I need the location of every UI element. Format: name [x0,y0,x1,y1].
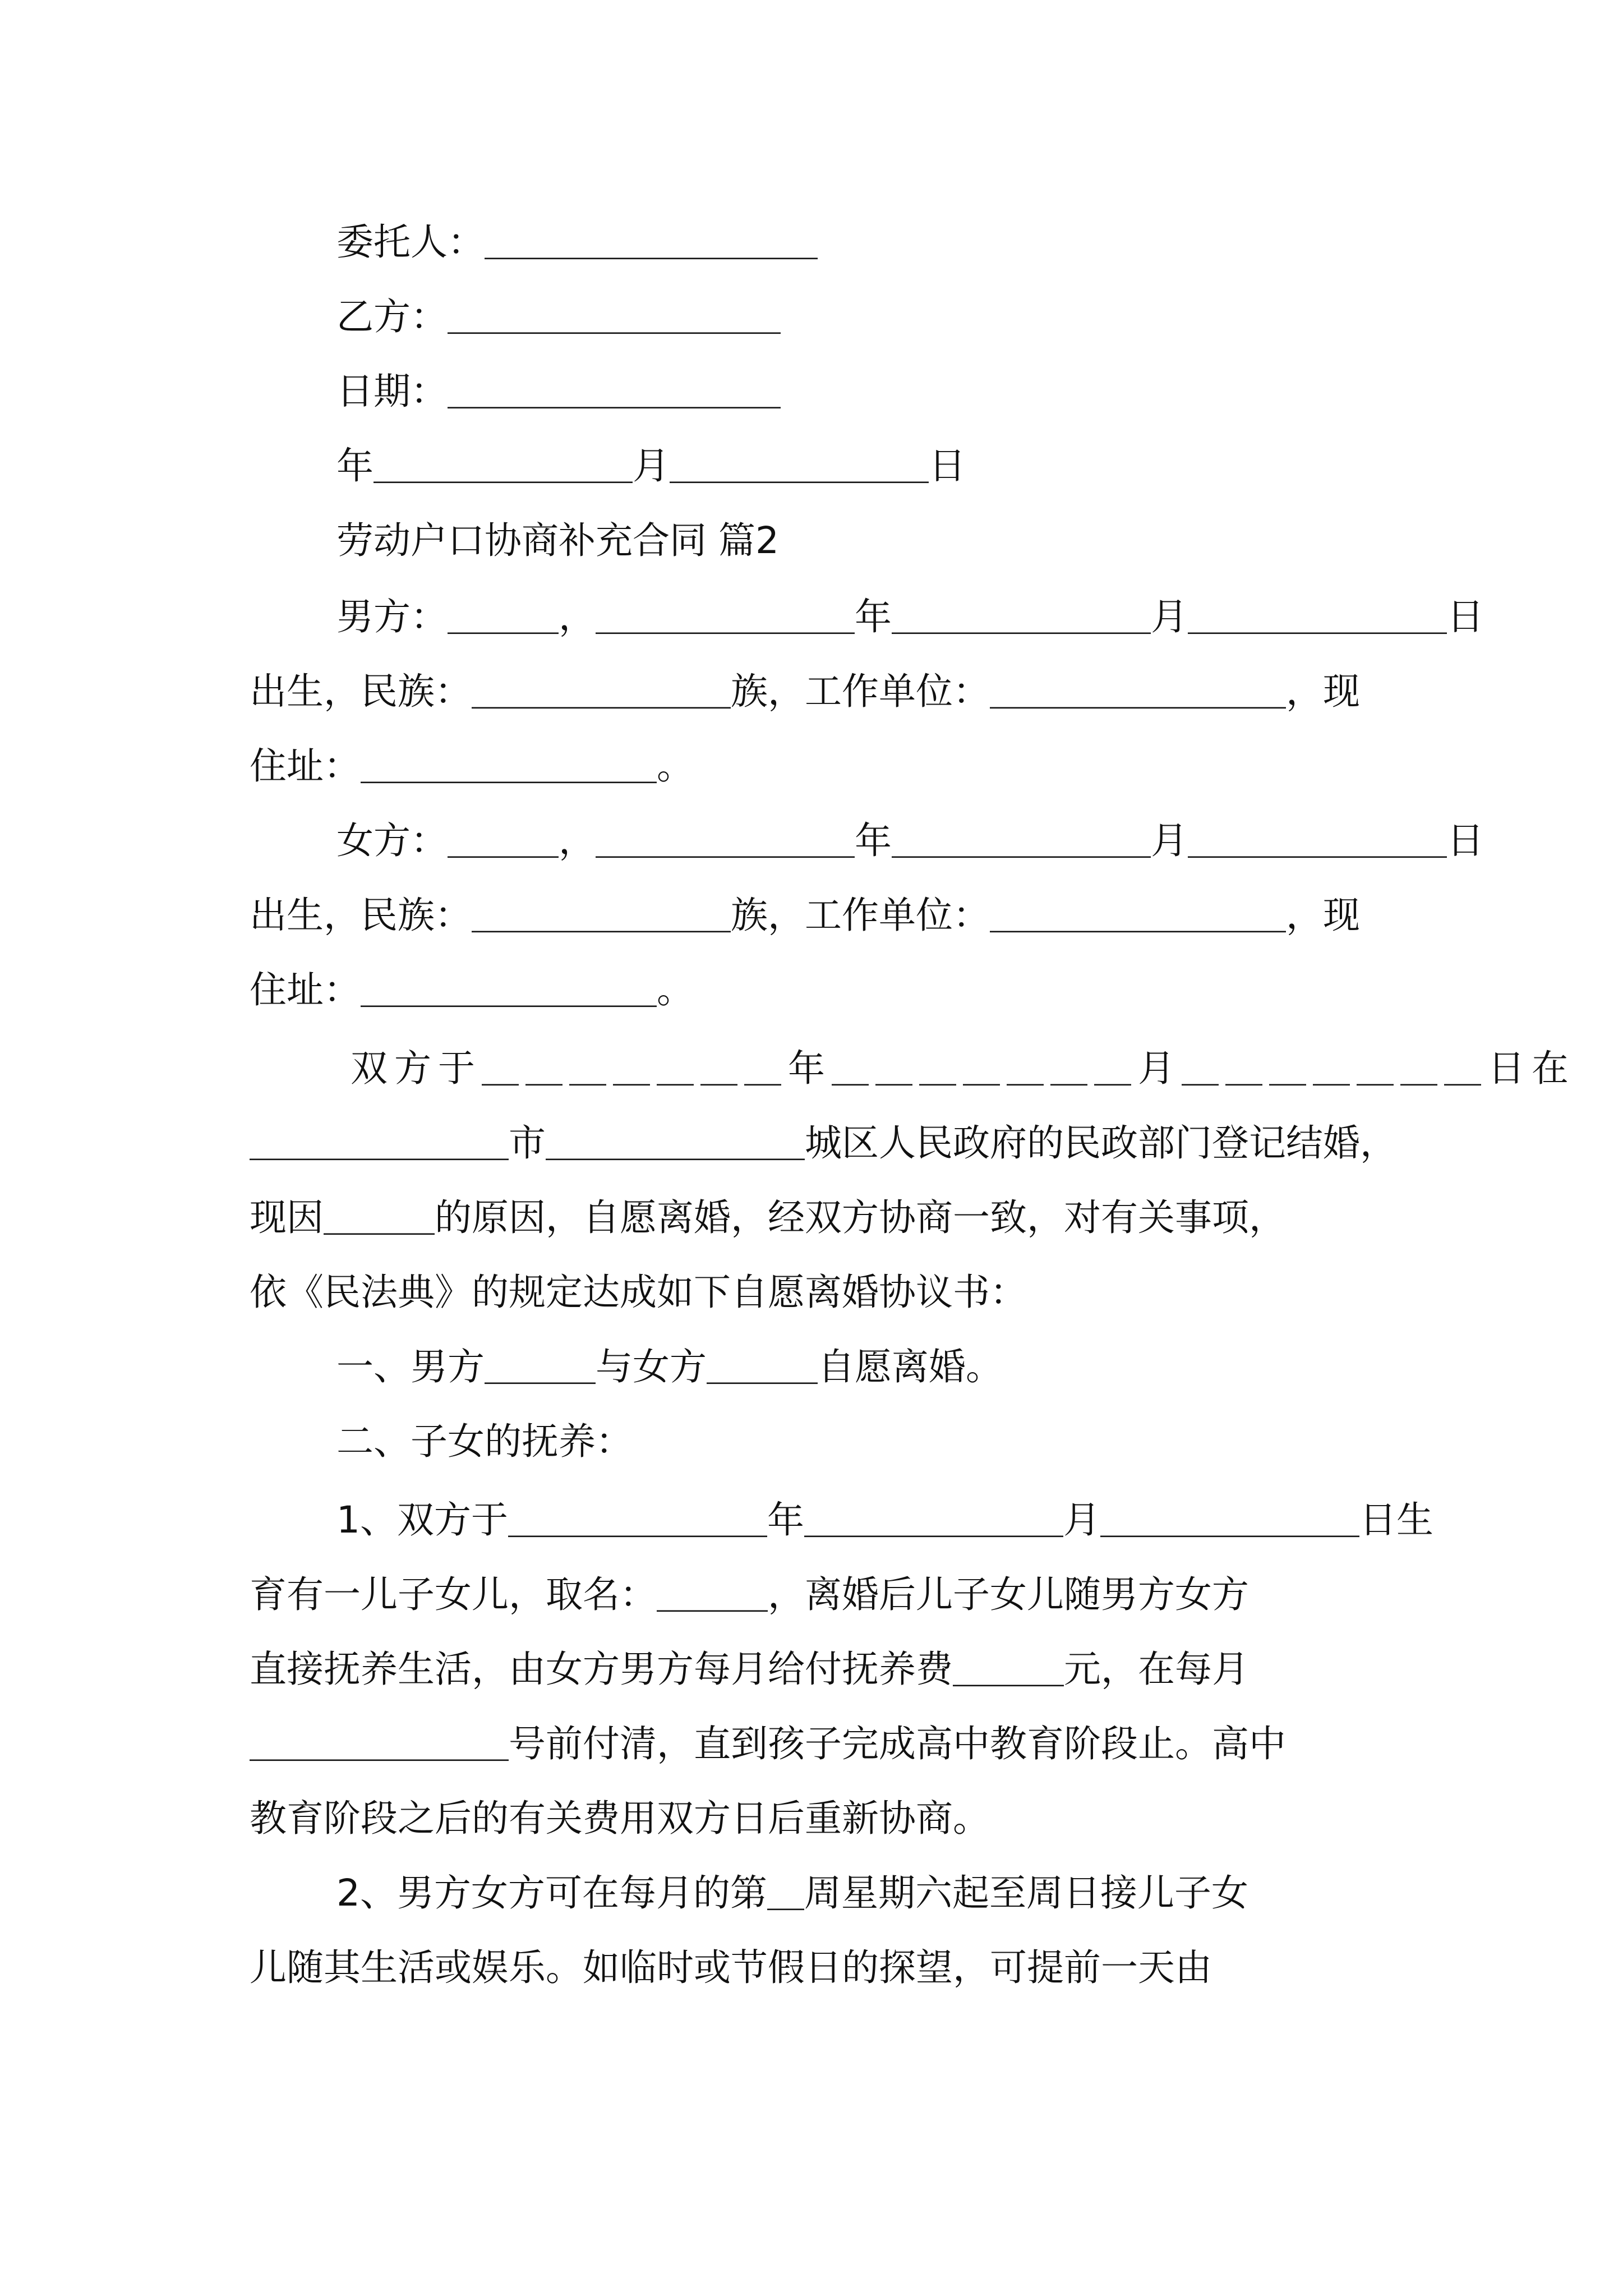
section-title: 劳动户口协商补充合同 篇2 [336,519,779,562]
female-line-3: 住址：＿＿＿＿＿＿＿＿。 [250,968,694,1011]
male-line-2: 出生，民族：＿＿＿＿＿＿＿族，工作单位：＿＿＿＿＿＿＿＿，现 [250,670,1360,713]
marriage-line-2: ＿＿＿＿＿＿＿市＿＿＿＿＿＿＿城区人民政府的民政部门登记结婚， [250,1121,1397,1165]
male-line-3: 住址：＿＿＿＿＿＿＿＿。 [250,744,694,788]
visitation-line-1: 2、男方女方可在每月的第＿周星期六起至周日接儿子女 [336,1871,1248,1915]
male-line-1: 男方：＿＿＿，＿＿＿＿＿＿＿年＿＿＿＿＿＿＿月＿＿＿＿＿＿＿日 [336,595,1484,638]
marriage-line-1: 双方于＿＿＿＿＿＿＿年＿＿＿＿＿＿＿月＿＿＿＿＿＿＿日在 [351,1047,1575,1090]
ymd-line: 年＿＿＿＿＿＿＿月＿＿＿＿＿＿＿日 [336,444,966,487]
visitation-line-2: 儿随其生活或娱乐。如临时或节假日的探望，可提前一天由 [250,1946,1212,1989]
party-b-line: 乙方：＿＿＿＿＿＿＿＿＿ [336,295,781,338]
custody-line-3: 直接抚养生活，由女方男方每月给付抚养费＿＿＿元，在每月 [250,1648,1249,1691]
custody-line-1: 1、双方于＿＿＿＿＿＿＿年＿＿＿＿＿＿＿月＿＿＿＿＿＿＿日生 [336,1498,1433,1542]
custody-line-2: 育有一儿子女儿，取名：＿＿＿，离婚后儿子女儿随男方女方 [250,1573,1249,1616]
marriage-line-4: 依《民法典》的规定达成如下自愿离婚协议书： [250,1271,1027,1314]
date-line: 日期：＿＿＿＿＿＿＿＿＿ [336,370,781,413]
principal-line: 委托人：＿＿＿＿＿＿＿＿＿ [336,220,818,264]
custody-line-5: 教育阶段之后的有关费用双方日后重新协商。 [250,1797,990,1840]
custody-line-4: ＿＿＿＿＿＿＿号前付清，直到孩子完成高中教育阶段止。高中 [250,1722,1286,1765]
clause-1: 一、男方＿＿＿与女方＿＿＿自愿离婚。 [336,1345,1003,1388]
clause-2-heading: 二、子女的抚养： [336,1420,633,1463]
female-line-2: 出生，民族：＿＿＿＿＿＿＿族，工作单位：＿＿＿＿＿＿＿＿，现 [250,894,1360,937]
female-line-1: 女方：＿＿＿，＿＿＿＿＿＿＿年＿＿＿＿＿＿＿月＿＿＿＿＿＿＿日 [336,819,1484,862]
marriage-line-3: 现因＿＿＿的原因，自愿离婚，经双方协商一致，对有关事项， [250,1196,1286,1239]
